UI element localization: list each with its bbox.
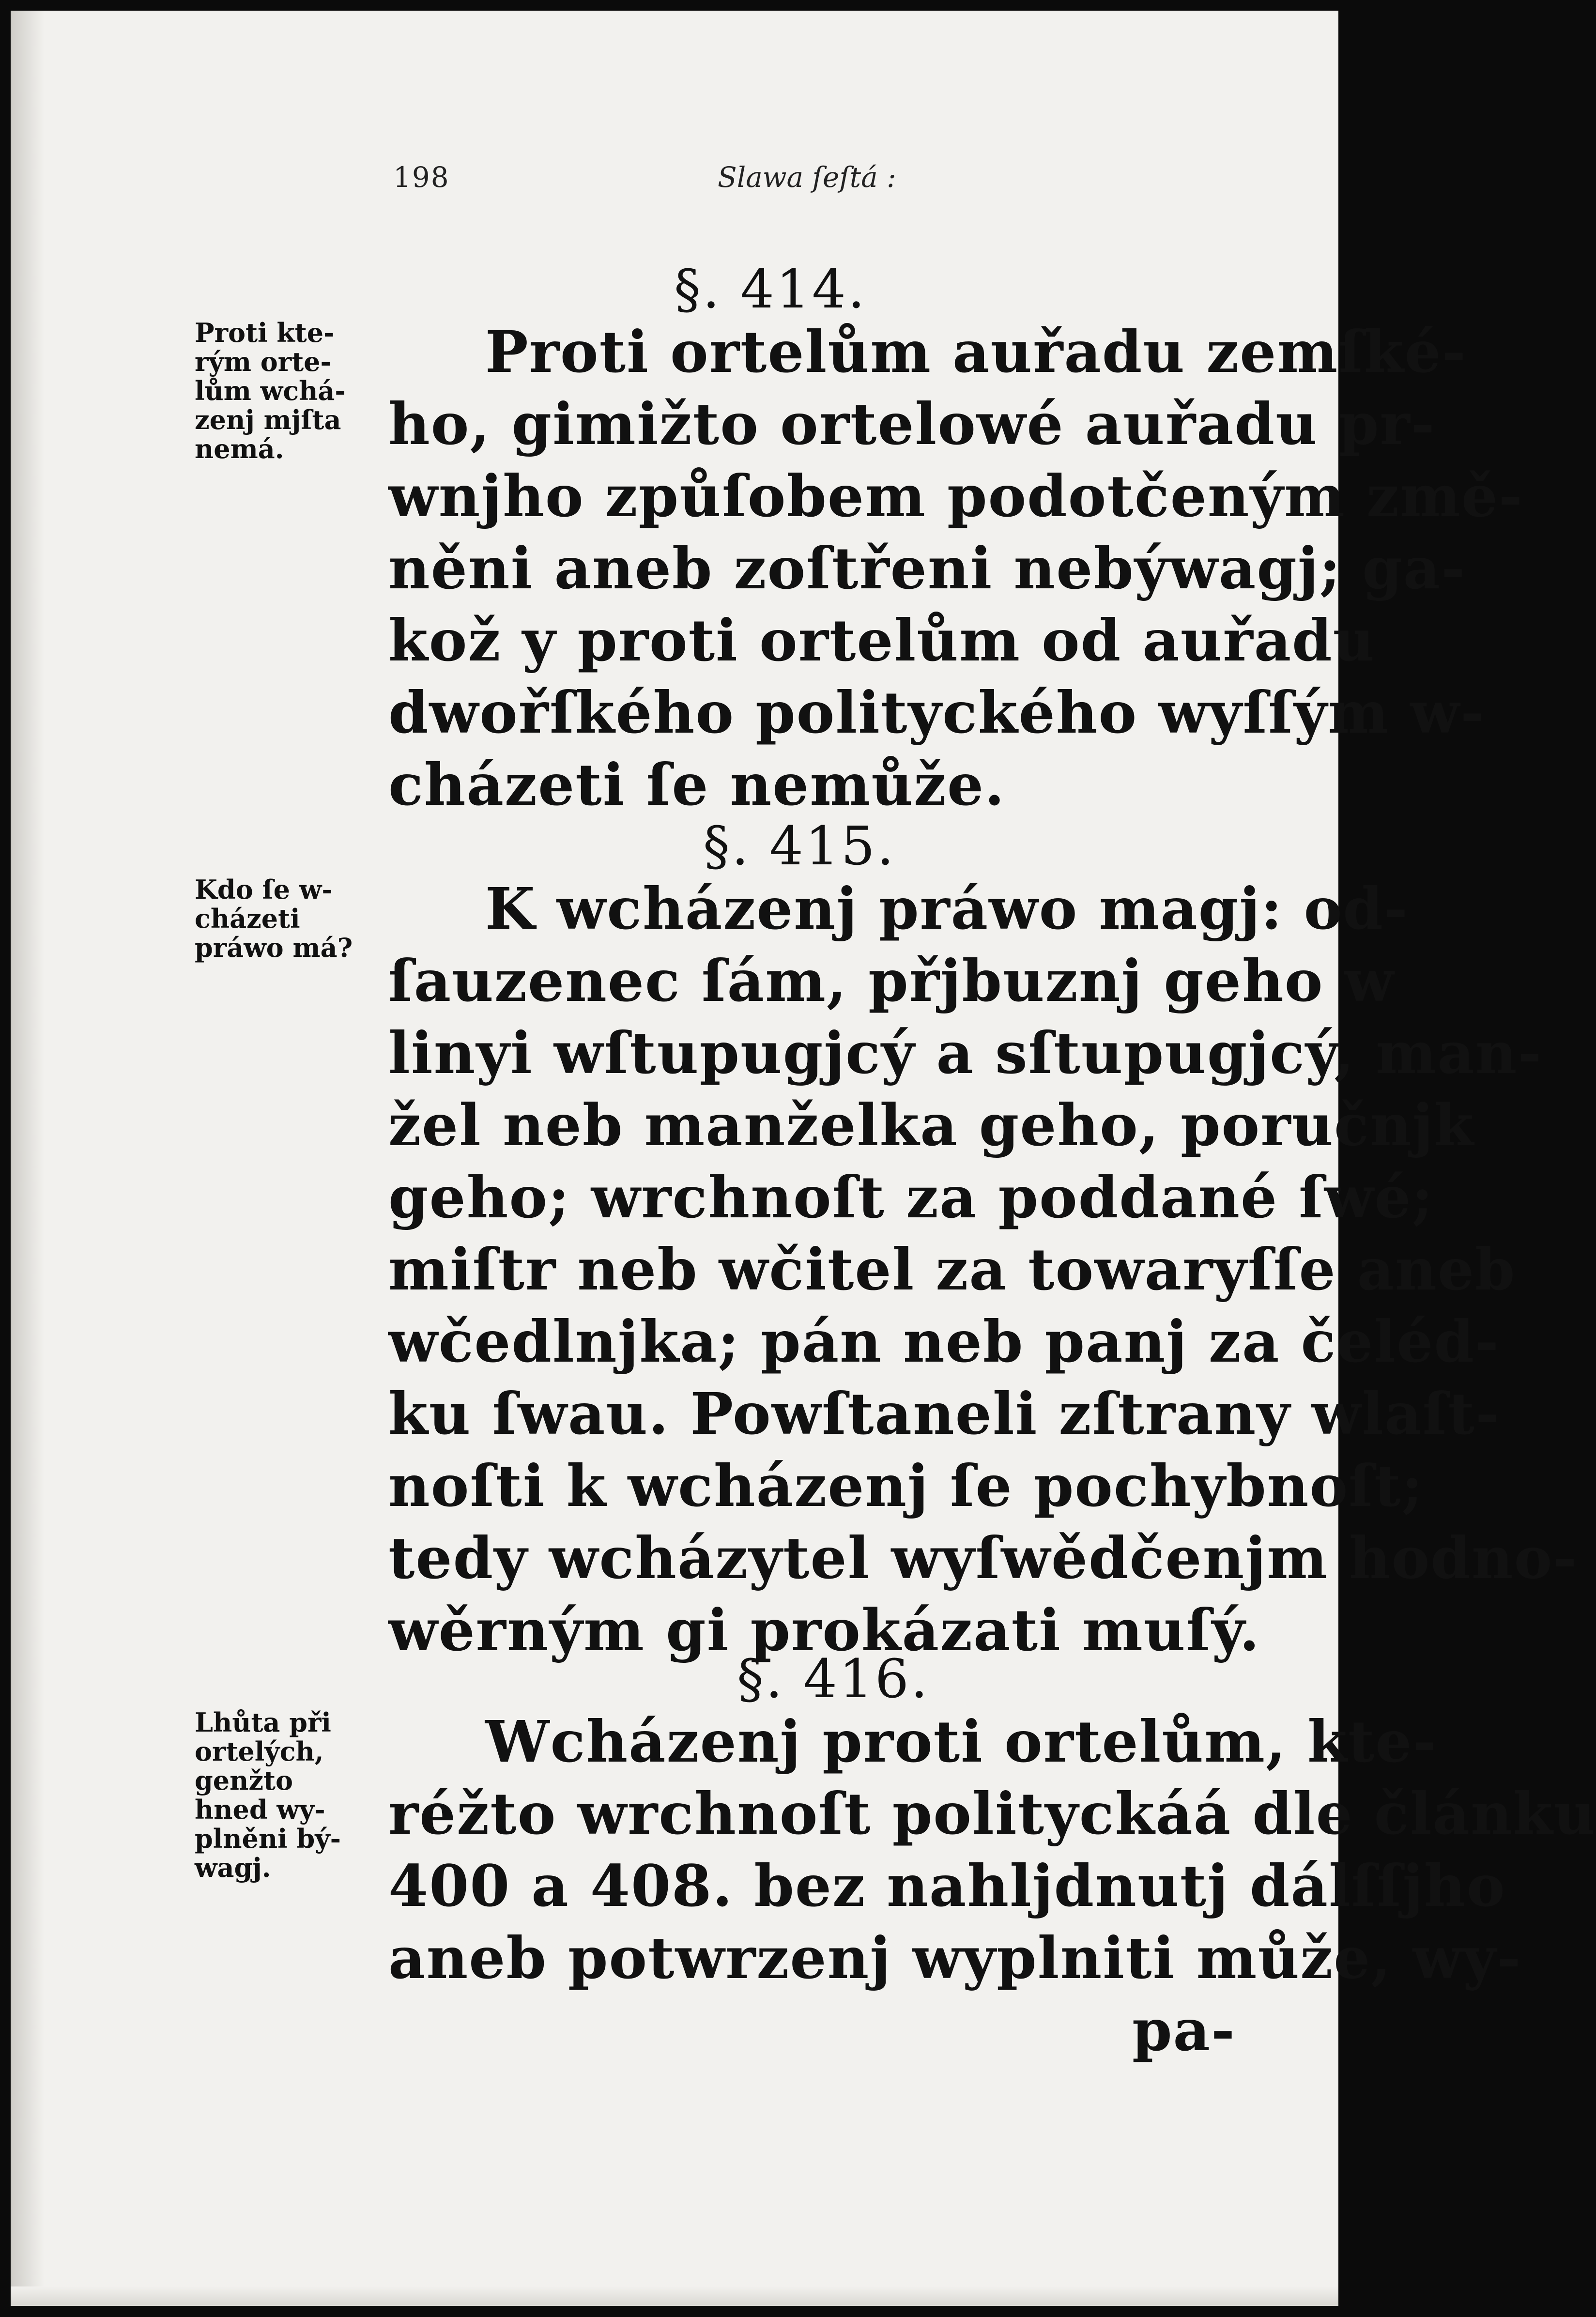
text-line: ku ſwau. Powſtaneli zſtrany wlaſt- [388,1380,1500,1447]
text-line: K wcházenj práwo magj: od- [485,875,1409,942]
page-number: 198 [393,161,450,194]
text-line: noſti k wcházenj ſe pochybnoſt; [388,1452,1424,1519]
text-line: wčedlnjka; pán neb panj za čeléd- [388,1308,1500,1375]
text-line: aneb potwrzenj wyplniti může, wy- [388,1924,1522,1992]
text-line: geho; wrchnoſt za poddané ſwé; [388,1164,1434,1231]
catchword: pa- [1132,1996,1236,2064]
text-line: žel neb manželka geho, poručnjk [388,1091,1475,1159]
sidenote-line: genžto [195,1765,293,1796]
sidenote-414 [195,318,379,463]
book-page [11,11,1596,2306]
sidenote-line: ortelých, [195,1736,324,1767]
sidenote-line: nemá. [195,433,284,464]
text-line: dwořſkého polityckého wyſſým w- [388,679,1486,746]
sidenote-416 [195,1708,379,1882]
section-heading-414: §. 414. [674,258,867,320]
sidenote-line: cházeti [195,903,300,934]
sidenote-line: Kdo ſe w- [195,874,333,905]
text-line: něni aneb zoſtřeni nebýwagj; ga- [388,535,1466,602]
text-line: Wcházenj proti ortelům, kte- [485,1708,1438,1775]
section-heading-416: §. 416. [737,1648,930,1710]
sidenote-line: lům wchá- [195,375,346,406]
sidenote-line: rým orte- [195,346,331,377]
text-line: tedy wcházytel wyſwědčenjm hodno- [388,1524,1578,1592]
text-line: linyi wſtupugjcý a sſtupugjcý, man- [388,1019,1543,1087]
text-line: Proti ortelům auřadu zemſké- [485,318,1467,385]
text-line: wnjho způſobem podotčeným změ- [388,462,1524,530]
section-heading-415: §. 415. [703,815,896,877]
sidenote-line: hned wy- [195,1794,325,1825]
sidenote-415 [195,875,379,962]
text-line: ho, gimižto ortelowé auřadu pr- [388,390,1436,458]
paragraph-415 [388,873,1578,1666]
text-line: cházeti ſe nemůže. [388,751,1006,818]
text-line: wěrným gi prokázati muſý. [388,1596,1260,1664]
sidenote-line: práwo má? [195,932,353,963]
running-head: Slawa ſeſtá : [718,161,896,194]
text-line: ſauzenec ſám, přjbuznj geho w [388,947,1395,1014]
paragraph-414 [388,316,1524,821]
sidenote-line: Proti kte- [195,317,335,348]
text-line: 400 a 408. bez nahljdnutj dálſſjho [388,1852,1506,1919]
text-line: réžto wrchnoſt polityckáá dle článku [388,1780,1596,1847]
sidenote-line: wagj. [195,1852,271,1883]
text-line: miſtr neb wčitel za towaryſſe aneb [388,1236,1516,1303]
sidenote-line: plněni bý- [195,1823,341,1854]
text-line: kož y proti ortelům od auřadu [388,607,1376,674]
page-header [11,161,1338,199]
sidenote-line: Lhůta při [195,1707,331,1738]
sidenote-line: zenj mjſta [195,404,341,435]
paragraph-416 [388,1705,1596,2066]
